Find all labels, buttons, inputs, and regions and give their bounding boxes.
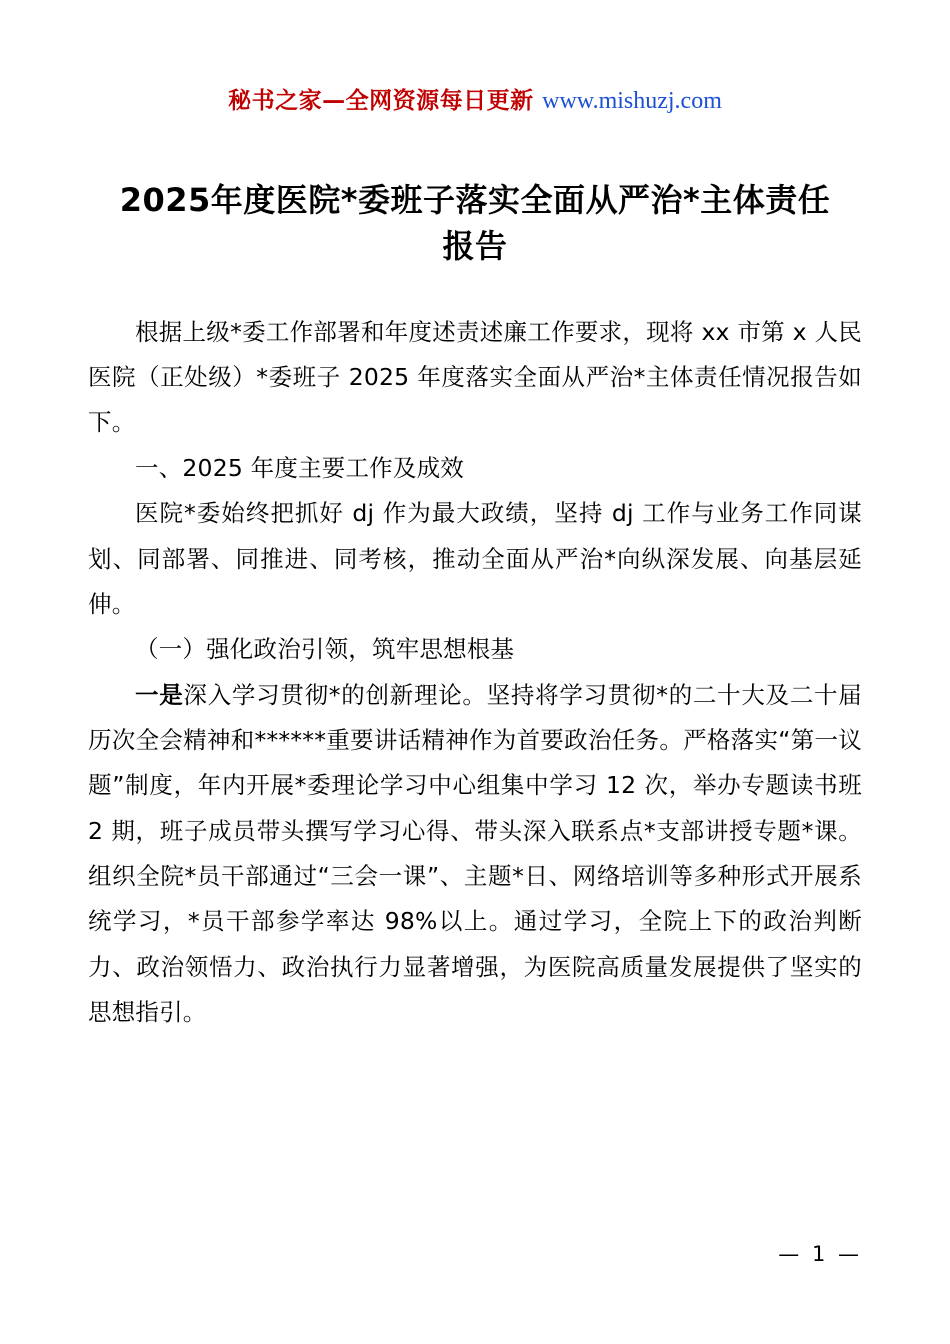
page-number: — 1 — [778, 1242, 862, 1266]
paragraph-intro: 根据上级*委工作部署和年度述责述廉工作要求，现将 xx 市第 x 人民医院（正处级）*委班子 2025 年度落实全面从严治*主体责任情况报告如下。 [88, 317, 862, 437]
document-body [88, 310, 862, 1036]
paragraph-section-heading-1: 一、2025 年度主要工作及成效 [135, 453, 464, 482]
page-title: 2025年度医院*委班子落实全面从严治*主体责任报告 [119, 181, 831, 266]
paragraph-overview: 医院*委始终把抓好 dj 作为最大政绩，坚持 dj 工作与业务工作同谋划、同部署、同推进、同考核，推动全面从严治*向纵深发展、向基层延伸。 [88, 499, 862, 618]
paragraph-detail-1 [88, 673, 862, 1036]
site-tagline: —全网资源每日更新 [322, 88, 534, 114]
site-brand: 秘书之家 [228, 88, 323, 114]
site-url[interactable]: www.mishuzj.com [542, 88, 722, 114]
paragraph-detail-text: 深入学习贯彻*的创新理论。坚持将学习贯彻*的二十大及二十届历次全会精神和******重要讲话精神作为首要政治任务。严格落实“第一议题”制度，年内开展*委理论学习中心组集中学习 12 次，举办专题读书班 2 期，班子成员带头撰写学习心得、带头深入联系点*支部讲授专题*课。组织全院*员干部通过“三会一课”、主题*日、网络培训等多种形式开展系统学习，*员干部参学率达 98%以上。通过学习，全院上下的政治判断力、政治领悟力、政治执行力显著增强，为医院高质量发展提供了坚实的思想指引。 [88, 680, 862, 1026]
site-banner [88, 0, 862, 115]
paragraph-lead-label: 一是 [135, 680, 184, 709]
paragraph-subsection-heading-1: （一）强化政治引领，筑牢思想根基 [135, 635, 515, 664]
